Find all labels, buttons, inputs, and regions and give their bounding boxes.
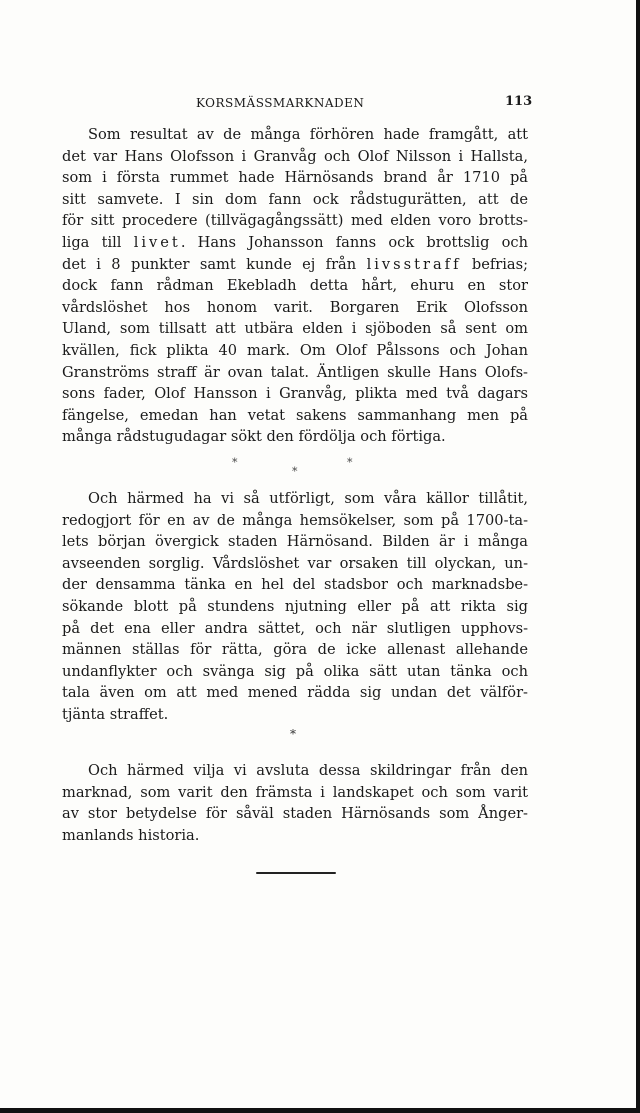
text-fragment: liga till	[62, 233, 122, 251]
text-line: lets början övergick staden Härnösand. Bilden är i många	[62, 533, 528, 551]
text-line: dock fann rådman Ekebladh detta hårt, ehuru en stor	[62, 277, 528, 295]
text-line: Granströms straff är ovan talat. Äntligen skulle Hans Olofs-	[62, 363, 528, 381]
text-fragment: befrias;	[471, 255, 529, 273]
text-line: marknad, som varit den främsta i landskapet och som varit	[62, 783, 528, 801]
text-line: Som resultat av de många förhören hade framgått, att	[88, 126, 528, 143]
end-rule-divider	[256, 872, 336, 874]
text-line: vårdslöshet hos honom varit. Borgaren Erik Olofsson	[62, 298, 528, 316]
paragraph-closing	[62, 760, 528, 846]
text-line: Och härmed vilja vi avsluta dessa skildringar från den	[88, 762, 528, 779]
text-line: undanflykter och svänga sig på olika sätt utan tänka och	[62, 662, 528, 680]
text-line: för sitt procedere (tillvägagångssätt) med elden voro brotts-	[62, 212, 528, 230]
spaced-emphasis: livet	[133, 233, 181, 251]
text-line: männen ställas för rätta, göra de icke allenast allehande	[62, 641, 528, 659]
section-break-star: *	[292, 465, 298, 478]
text-line: tjänta straffet.	[62, 705, 169, 723]
text-line: tala även om att med mened rädda sig undan det välför-	[62, 684, 528, 702]
text-line: sons fader, Olof Hansson i Granvåg, plikta med två dagars	[62, 385, 528, 403]
text-line: många rådstugudagar sökt den fördölja och förtiga.	[62, 428, 446, 446]
text-line: som i första rummet hade Härnösands brand år 1710 på	[62, 169, 528, 187]
text-line: av stor betydelse för såväl staden Härnösands som Ånger-	[62, 805, 528, 823]
scan-edge-bottom	[0, 1108, 640, 1113]
page-number: 113	[505, 94, 533, 109]
text-line: sitt samvete. I sin dom fann ock rådstugurätten, att de	[62, 190, 528, 208]
scan-edge-right	[636, 0, 640, 1113]
text-line: redogjort för en av de många hemsökelser, som på 1700-ta-	[62, 511, 528, 529]
text-line: avseenden sorglig. Vårdslöshet var orsaken till olyckan, un-	[62, 554, 528, 572]
text-line: Och härmed ha vi så utförligt, som våra källor tillåtit,	[88, 490, 528, 507]
paragraph-verdicts	[62, 124, 528, 448]
text-fragment: det i 8 punkter samt kunde ej från	[62, 255, 357, 273]
text-line: sökande blott på stundens njutning eller på att rikta sig	[62, 597, 528, 615]
text-line	[62, 254, 528, 276]
running-title: KORSMÄSSMARKNADEN	[196, 96, 365, 110]
text-line: Uland, som tillsatt att utbära elden i sjöboden så sent om	[62, 320, 528, 338]
paragraph-summary	[62, 488, 528, 726]
text-line: der densamma tänka en hel del stadsbor och marknadsbe-	[62, 576, 528, 594]
section-break-star: *	[232, 456, 238, 469]
text-line	[62, 232, 528, 254]
text-line: fängelse, emedan han vetat sakens sammanhang men på	[62, 406, 528, 424]
text-line: det var Hans Olofsson i Granvåg och Olof Nilsson i Hallsta,	[62, 147, 528, 165]
text-fragment: . Hans Johansson fanns ock brottslig och	[180, 233, 529, 251]
section-break-star: *	[290, 727, 296, 741]
spaced-emphasis: livsstraff	[366, 255, 462, 273]
text-line: på det ena eller andra sättet, och när slutligen upphovs-	[62, 619, 528, 637]
text-line: kvällen, fick plikta 40 mark. Om Olof Pålssons och Johan	[62, 341, 528, 359]
text-line: manlands historia.	[62, 826, 200, 844]
section-break-star: *	[347, 456, 353, 469]
